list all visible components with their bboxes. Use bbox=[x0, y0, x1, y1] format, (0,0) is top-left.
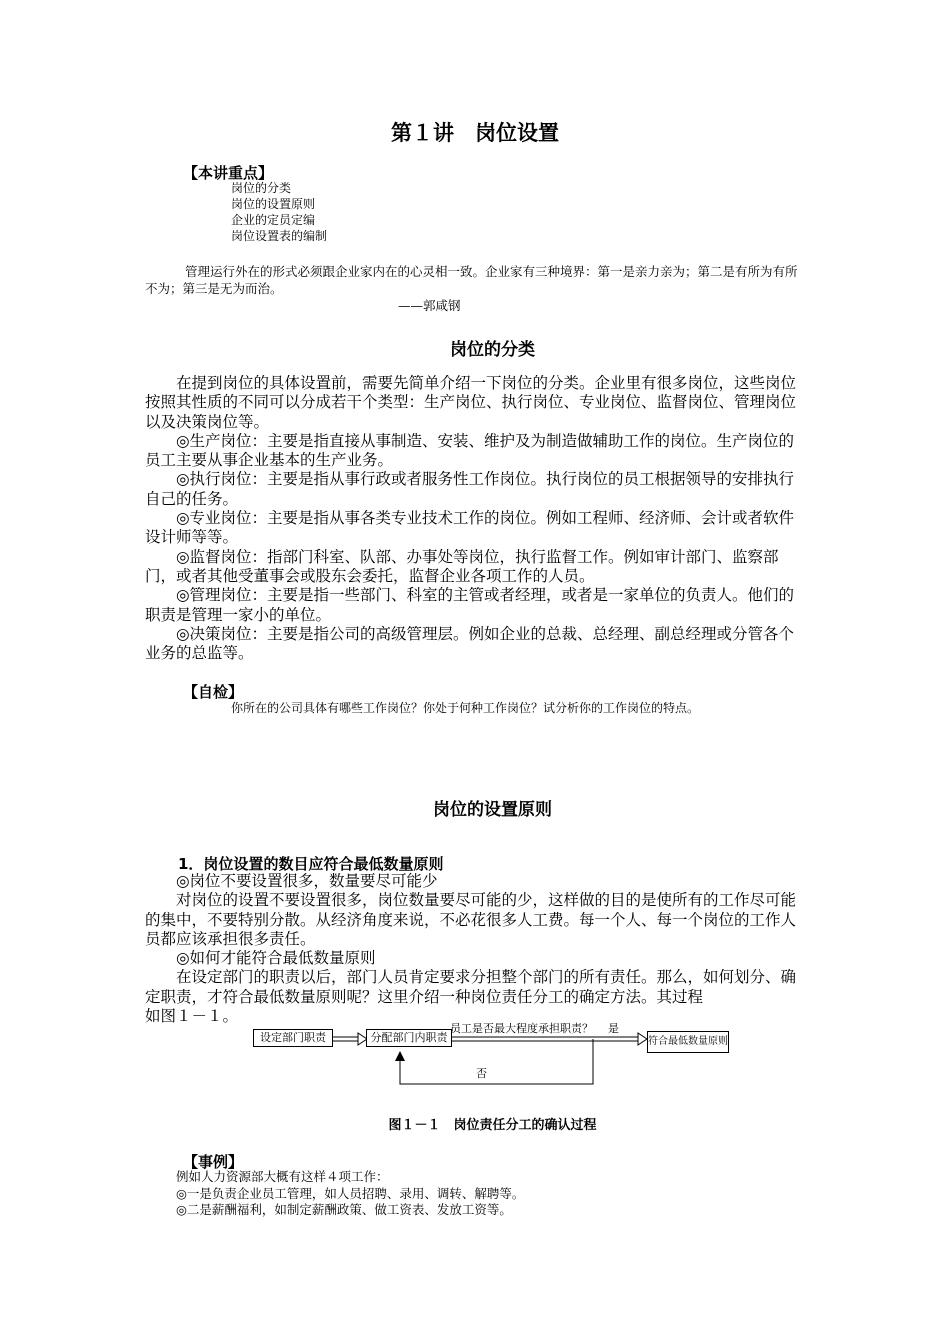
example-line: 例如人力资源部大概有这样４项工作： bbox=[176, 1169, 389, 1184]
flow-box-assign-duties: 分配部门内职责 bbox=[366, 1029, 452, 1047]
example-line: ◎一是负责企业员工管理，如人员招聘、录用、调转、解聘等。 bbox=[176, 1185, 525, 1201]
subheading-min-quantity: 1．岗位设置的数目应符合最低数量原则 bbox=[178, 855, 444, 873]
arrow-head bbox=[638, 1033, 647, 1045]
paragraph: 对岗位的设置不要设置很多，岗位数量要尽可能的少，这样做的目的是使所有的工作尽可能的集中，不要特别分散。从经济角度来说，不必花很多人工费。每一个人、每一个岗位的工作人员都应该承担很多责任。 bbox=[145, 891, 797, 948]
paragraph: ◎专业岗位：主要是指从事各类专业技术工作的岗位。例如工程师、经济师、会计或者软件设计师等等。 bbox=[145, 509, 795, 547]
flow-box-min-quantity: 符合最低数量原则 bbox=[647, 1031, 729, 1053]
section2-body bbox=[145, 872, 807, 1026]
quote-author: ——郭咸钢 bbox=[398, 298, 461, 313]
paragraph: ◎岗位不要设置很多，数量要尽可能少 bbox=[176, 872, 438, 890]
page-title: 第１讲 岗位设置 bbox=[391, 121, 559, 145]
section-heading-principles: 岗位的设置原则 bbox=[433, 800, 552, 820]
flow-box-set-duties: 设定部门职责 bbox=[253, 1029, 333, 1047]
paragraph: ◎管理岗位：主要是指一些部门、科室的主管或者经理，或者是一家单位的负责人。他们的职责是管理一家小的单位。 bbox=[145, 586, 795, 624]
paragraph: 在设定部门的职责以后，部门人员肯定要求分担整个部门的所有责任。那么，如何划分、确定职责，才符合最低数量原则呢？这里介绍一种岗位责任分工的确定方法。其过程 bbox=[145, 968, 797, 1006]
flow-no-label: 否 bbox=[476, 1067, 487, 1080]
paragraph: 如图１－１。 bbox=[145, 1007, 239, 1026]
selfcheck-text: 你所在的公司具体有哪些工作岗位？你处于何种工作岗位？试分析你的工作岗位的特点。 bbox=[231, 701, 700, 715]
flow-question: 员工是否最大程度承担职责？ bbox=[450, 1022, 593, 1035]
focus-heading: 【本讲重点】 bbox=[183, 164, 274, 182]
example-heading: 【事例】 bbox=[183, 1153, 244, 1171]
loop-arrow-head bbox=[395, 1051, 405, 1061]
focus-list bbox=[231, 180, 327, 244]
focus-item: 企业的定员定编 bbox=[231, 213, 316, 227]
example-list bbox=[176, 1169, 524, 1219]
focus-item: 岗位设置表的编制 bbox=[231, 229, 328, 243]
flow-yes-label: 是 bbox=[608, 1022, 619, 1035]
paragraph: ◎如何才能符合最低数量原则 bbox=[176, 949, 376, 968]
selfcheck-heading: 【自检】 bbox=[183, 683, 244, 701]
section1-body bbox=[145, 374, 807, 663]
quote-text: 管理运行外在的形式必须跟企业家内在的心灵相一致。企业家有三种境界：第一是亲力亲为；第二是有所为有所不为；第三是无为而治。 bbox=[145, 264, 798, 296]
figure-caption: 图１－１ 岗位责任分工的确认过程 bbox=[388, 1118, 597, 1133]
example-line: ◎二是薪酬福利，如制定薪酬政策、做工资表、发放工资等。 bbox=[176, 1202, 512, 1217]
quote-block bbox=[145, 264, 807, 297]
paragraph: ◎执行岗位：主要是指从事行政或者服务性工作岗位。执行岗位的员工根据领导的安排执行自己的任务。 bbox=[145, 470, 795, 508]
paragraph: ◎监督岗位：指部门科室、队部、办事处等岗位，执行监督工作。例如审计部门、监察部门，或者其他受董事会或股东会委托，监督企业各项工作的人员。 bbox=[145, 547, 779, 585]
paragraph: ◎决策岗位：主要是指公司的高级管理层。例如企业的总裁、总经理、副总经理或分管各个业务的总监等。 bbox=[145, 624, 795, 663]
focus-item: 岗位的分类 bbox=[231, 181, 292, 195]
paragraph: 在提到岗位的具体设置前，需要先简单介绍一下岗位的分类。企业里有很多岗位，这些岗位按照其性质的不同可以分成若干个类型：生产岗位、执行岗位、专业岗位、监督岗位、管理岗位以及决策岗位等。 bbox=[145, 374, 797, 431]
paragraph: ◎生产岗位：主要是指直接从事制造、安装、维护及为制造做辅助工作的岗位。生产岗位的员工主要从事企业基本的生产业务。 bbox=[145, 431, 795, 470]
focus-item: 岗位的设置原则 bbox=[231, 197, 316, 211]
section-heading-classification: 岗位的分类 bbox=[450, 340, 535, 360]
